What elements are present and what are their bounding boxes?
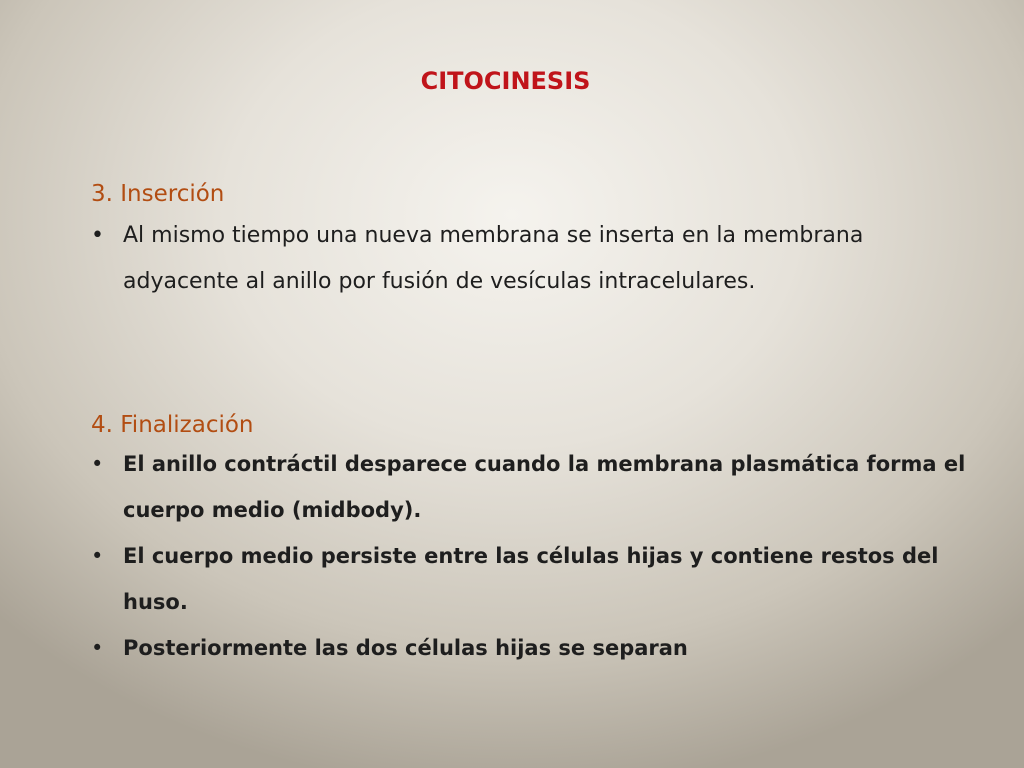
bullet-item xyxy=(91,625,971,671)
bullet-list xyxy=(91,441,971,671)
bullet-text: El anillo contráctil desparece cuando la membrana plasmática forma el cuerpo medio (midbody). xyxy=(123,452,966,522)
section-heading: 4. Finalización xyxy=(91,412,254,438)
section-heading: 3. Inserción xyxy=(91,181,225,207)
bullet-text: Posteriormente las dos células hijas se separan xyxy=(123,636,688,660)
bullet-dot-icon: • xyxy=(91,223,104,248)
bullet-text: Al mismo tiempo una nueva membrana se inserta en la membrana adyacente al anillo por fusión de vesículas intracelulares. xyxy=(123,223,864,294)
section-finalizacion xyxy=(91,409,971,671)
bullet-item xyxy=(91,533,971,625)
section-insercion xyxy=(91,178,971,305)
bullet-dot-icon: • xyxy=(91,452,104,476)
bullet-text: El cuerpo medio persiste entre las células hijas y contiene restos del huso. xyxy=(123,544,939,614)
slide-title: CITOCINESIS xyxy=(420,67,591,95)
bullet-item xyxy=(91,213,971,305)
bullet-dot-icon: • xyxy=(91,544,104,568)
bullet-list xyxy=(91,213,971,305)
bullet-item xyxy=(91,441,971,533)
bullet-dot-icon: • xyxy=(91,636,104,660)
